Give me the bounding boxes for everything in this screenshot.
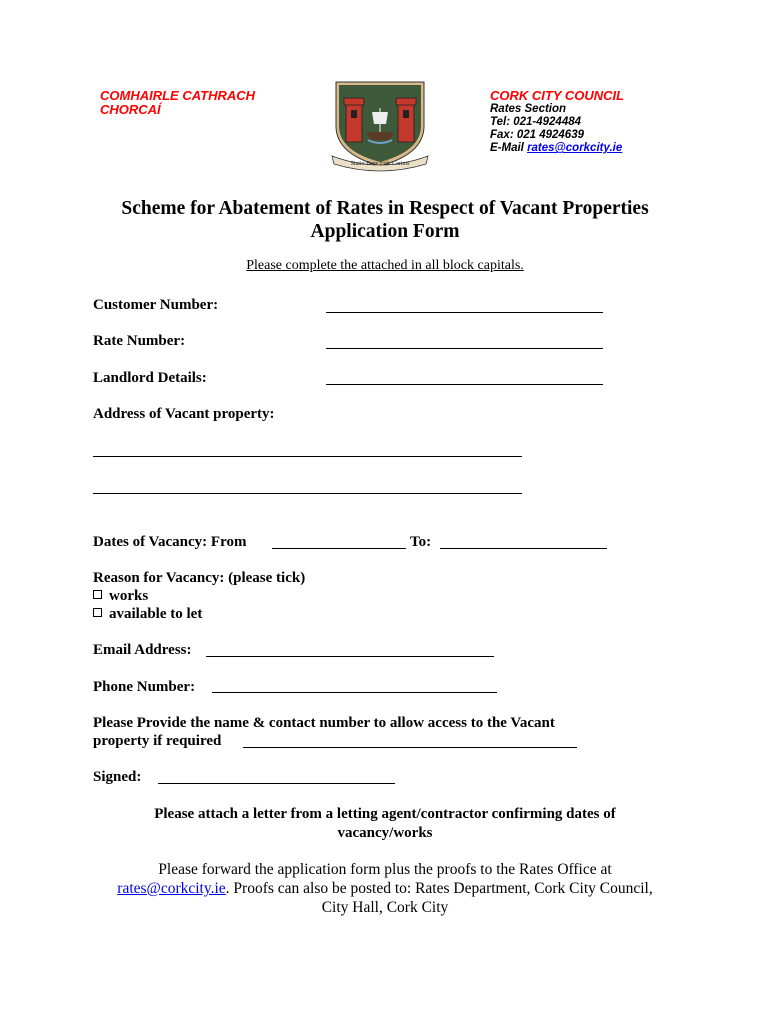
available-checkbox-icon[interactable] (93, 608, 102, 617)
landlord-details-label: Landlord Details: (93, 370, 207, 386)
council-name: CORK CITY COUNCIL (490, 88, 625, 103)
email-prefix: E-Mail (490, 142, 528, 154)
signed-label: Signed: (93, 769, 142, 785)
footer-email-link[interactable]: rates@corkcity.ie (117, 880, 226, 897)
rates-section: Rates Section (490, 103, 567, 115)
form-title-line1: Scheme for Abatement of Rates in Respect of Vacant Properties (121, 198, 649, 219)
available-option[interactable] (93, 605, 202, 623)
reason-label: Reason for Vacancy: (please tick) (93, 570, 306, 586)
dates-to-field[interactable] (440, 548, 607, 549)
access-label-line2: property if required (93, 733, 222, 749)
form-title (0, 197, 770, 243)
footer-line2-text: . Proofs can also be posted to: Rates Department, Cork City Council, (225, 880, 653, 897)
phone-field[interactable] (212, 692, 497, 693)
header-email-link[interactable]: rates@corkcity.ie (527, 142, 623, 154)
address-line-2[interactable] (93, 493, 522, 494)
dates-from-field[interactable] (272, 548, 406, 549)
irish-name-line2: CHORCAÍ (100, 102, 161, 117)
dates-to-label: To: (410, 534, 432, 550)
form-title-line2: Application Form (310, 221, 460, 242)
rate-number-label: Rate Number: (93, 333, 186, 349)
attach-notice-line1: Please attach a letter from a letting agent/contractor confirming dates of (154, 806, 616, 822)
email-field[interactable] (206, 656, 494, 657)
customer-number-field[interactable] (326, 312, 603, 313)
dates-from-label: Dates of Vacancy: From (93, 534, 247, 550)
instruction-text: Please complete the attached in all block capitals. (246, 258, 524, 273)
works-option[interactable] (93, 587, 148, 605)
footer-line3: City Hall, Cork City (321, 899, 449, 916)
works-label: works (109, 588, 149, 604)
cork-crest-icon (330, 78, 430, 172)
access-label-line1: Please Provide the name & contact number to allow access to the Vacant (93, 715, 555, 731)
forwarding-instructions (70, 860, 700, 917)
works-checkbox-icon[interactable] (93, 590, 102, 599)
address-label: Address of Vacant property: (93, 406, 275, 422)
fax-number: Fax: 021 4924639 (490, 129, 584, 141)
rate-number-field[interactable] (326, 348, 603, 349)
attach-notice (100, 805, 670, 843)
email-label: Email Address: (93, 642, 192, 658)
available-label: available to let (109, 606, 203, 622)
footer-line2 (70, 879, 700, 898)
customer-number-label: Customer Number: (93, 297, 219, 313)
irish-council-name (100, 89, 255, 117)
email-line (490, 142, 624, 155)
footer-line1: Please forward the application form plus the proofs to the Rates Office at (158, 861, 612, 878)
address-line-1[interactable] (93, 456, 522, 457)
access-contact-field[interactable] (243, 747, 577, 748)
irish-name-line1: COMHAIRLE CATHRACH (100, 88, 256, 103)
attach-notice-line2: vacancy/works (337, 825, 433, 841)
council-contact-block (490, 89, 624, 155)
landlord-details-field[interactable] (326, 384, 603, 385)
signature-field[interactable] (158, 783, 395, 784)
tel-number: Tel: 021-4924484 (490, 116, 582, 128)
phone-label: Phone Number: (93, 679, 196, 695)
svg-text:Statio Bene Fide Carinis: Statio Bene Fide Carinis (350, 161, 410, 167)
